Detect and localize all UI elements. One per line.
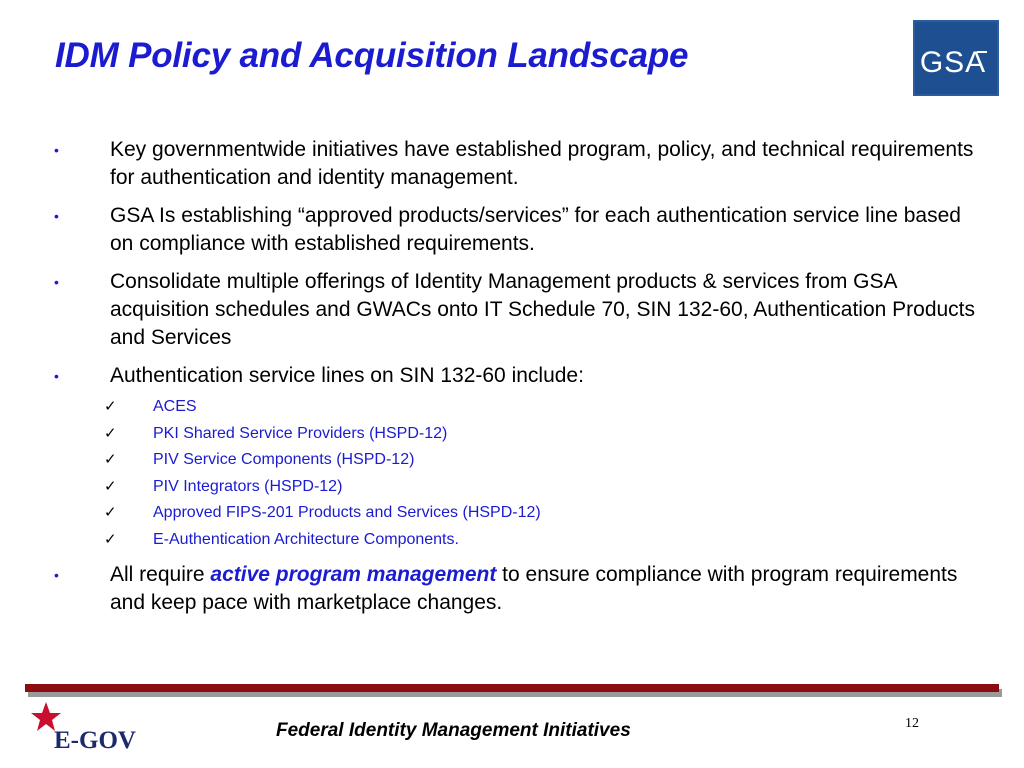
service-line-text: ACES [153,398,197,415]
bullet-prefix: All require [110,563,211,586]
gsa-logo-text: GSA [919,46,987,79]
bullet-text: Key governmentwide initiatives have established program, policy, and technical requirements for authentication and identity management. [110,138,974,189]
bullet-icon: • [54,208,59,224]
checkmark-icon: ✓ [104,504,117,521]
service-line-item [48,394,988,421]
bullet-icon: • [54,274,59,290]
service-line-text: PIV Service Components (HSPD-12) [153,451,415,468]
emphasis-text: active program management [210,563,497,586]
bullet-text: Consolidate multiple offerings of Identity Management products & services from GSA acquisition schedules and GWACs onto IT Schedule 70, SIN 132-60, Authentication Products and Services [110,270,976,349]
bullet-item [48,268,988,352]
footer-divider [25,684,999,692]
checkmark-icon: ✓ [104,477,117,495]
bullet-item [48,561,988,617]
bullet-text: Authentication service lines on SIN 132-60 include: [110,364,584,387]
page-number: 12 [905,716,919,731]
bullet-list [48,136,988,627]
service-line-item [48,527,988,554]
service-line-text: PKI Shared Service Providers (HSPD-12) [153,424,448,442]
service-line-item [48,474,988,501]
bullet-icon: • [54,567,59,583]
bullet-suffix: to ensure compliance with program requirements and keep pace with marketplace changes. [110,563,958,614]
service-line-text: E-Authentication Architecture Components. [153,530,459,548]
egov-logo-text: E-GOV [54,727,136,754]
service-line-list [48,394,988,553]
service-line-text: Approved FIPS-201 Products and Services (HSPD-12) [153,504,541,521]
slide-title: IDM Policy and Acquisition Landscape [55,36,689,75]
bullet-item [48,362,988,390]
service-line-item [48,500,988,527]
gsa-logo [913,20,999,96]
bullet-text: GSA Is establishing “approved products/services” for each authentication service line based on compliance with established requirements. [110,204,961,255]
service-line-item [48,421,988,448]
checkmark-icon: ✓ [104,424,117,442]
checkmark-icon: ✓ [104,451,117,468]
service-line-text: PIV Integrators (HSPD-12) [153,477,343,495]
bullet-icon: • [54,142,59,158]
checkmark-icon: ✓ [104,530,117,548]
bullet-item [48,136,988,192]
bullet-item [48,202,988,258]
footer-title: Federal Identity Management Initiatives [276,720,631,741]
bullet-icon: • [54,368,59,384]
checkmark-icon: ✓ [104,398,117,415]
service-line-item [48,447,988,474]
egov-logo [28,700,158,756]
